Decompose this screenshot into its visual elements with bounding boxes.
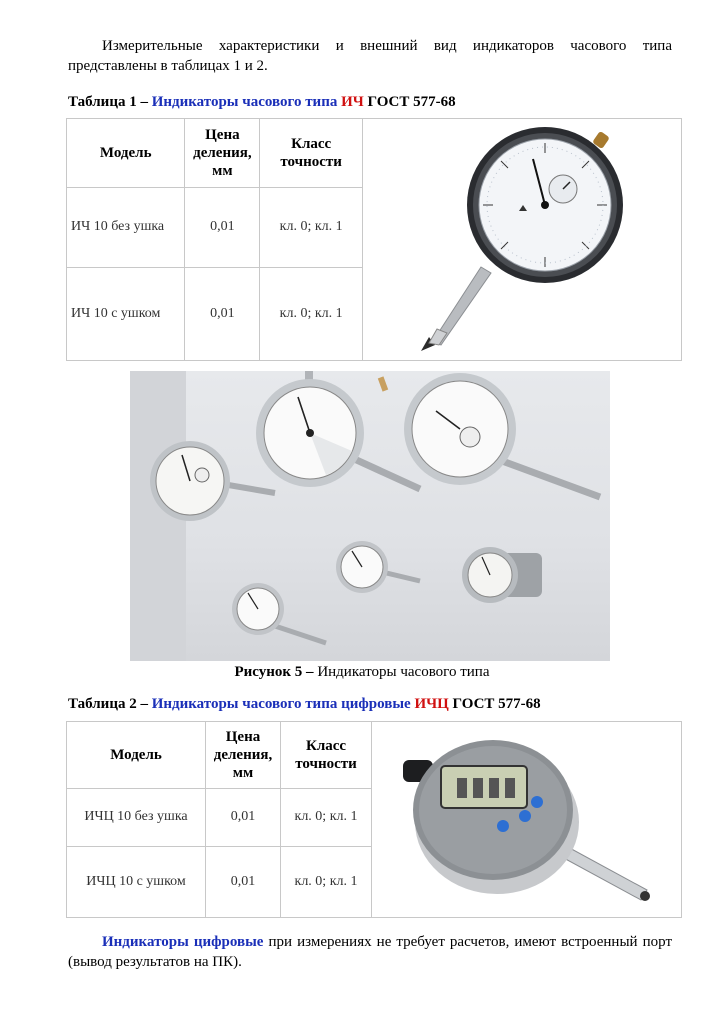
table2-row2-accuracy: кл. 0; кл. 1 [281,847,372,918]
table1-caption-title: Индикаторы часового типа [151,94,342,110]
table1-row2-accuracy: кл. 0; кл. 1 [260,268,363,361]
table1-caption-standard: ГОСТ 577-68 [363,94,456,110]
table2-row2-model: ИЧЦ 10 с ушком [67,847,206,918]
table1-row2-model: ИЧ 10 с ушком [67,268,185,361]
table2-header-model: Модель [67,722,206,789]
table2-row1-division: 0,01 [206,788,281,847]
table1-caption [68,94,456,111]
table2 [66,721,682,918]
table2-row2-division: 0,01 [206,847,281,918]
dial-indicator-image [363,119,681,355]
table2-caption-title: Индикаторы часового типа цифровые [151,696,415,712]
table1-header-accuracy: Класс точности [260,119,363,188]
table2-caption-code: ИЧЦ [414,696,449,712]
dial-indicators-photo [130,371,610,661]
table2-caption [68,696,541,713]
table1-row1-model: ИЧ 10 без ушка [67,187,185,268]
table2-row1-model: ИЧЦ 10 без ушка [67,788,206,847]
table1-caption-prefix: Таблица 1 – [68,94,152,110]
table1-header-model: Модель [67,119,185,188]
table1 [66,118,682,361]
table2-header-accuracy: Класс точности [281,722,372,789]
table2-header-division: Цена деления, мм [206,722,281,789]
figure-caption [0,664,724,681]
table1-row1-accuracy: кл. 0; кл. 1 [260,187,363,268]
table1-image-cell [363,119,682,361]
closing-paragraph [68,932,672,972]
figure-caption-label: Рисунок 5 – [234,664,314,680]
table1-caption-code: ИЧ [341,94,364,110]
intro-paragraph: Измерительные характеристики и внешний вид индикаторов часового типа представлены в таблицах 1 и 2. [68,38,672,74]
figure-dial-indicators [130,371,610,661]
table1-header-division: Цена деления, мм [185,119,260,188]
table2-row1-accuracy: кл. 0; кл. 1 [281,788,372,847]
closing-text: при измерениях не требует расчетов, имеют встроенный порт (вывод результатов на ПК). [68,934,672,970]
table2-caption-prefix: Таблица 2 – [68,696,152,712]
table1-row1-division: 0,01 [185,187,260,268]
closing-lead: Индикаторы цифровые [102,934,264,950]
digital-indicator-image [377,722,677,912]
figure-caption-text: Индикаторы часового типа [313,664,490,680]
table2-caption-standard: ГОСТ 577-68 [448,696,541,712]
table2-image-cell [372,722,682,918]
table1-row2-division: 0,01 [185,268,260,361]
